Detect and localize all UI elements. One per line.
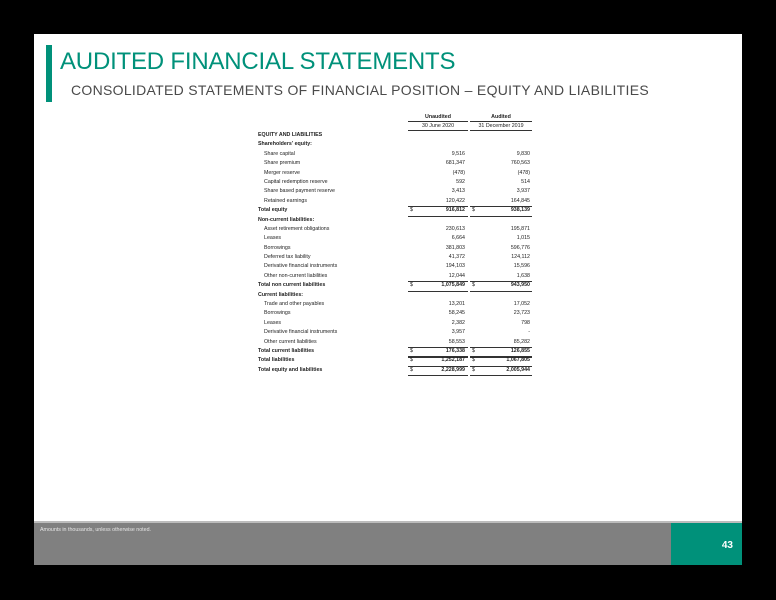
table-row [258, 140, 562, 149]
row-label: Non-current liabilities: [258, 216, 315, 223]
value-june-2020: 3,957 [451, 329, 465, 336]
value-dec-2019: 1,015 [516, 235, 530, 242]
table-row [258, 281, 562, 290]
table-row [258, 216, 562, 225]
table-row [258, 300, 562, 309]
financial-table [258, 112, 562, 375]
table-row [258, 253, 562, 262]
table-row [258, 366, 562, 375]
row-label: Leases [264, 319, 282, 326]
row-label: Share based payment reserve [264, 188, 335, 195]
value-dec-2019: 15,596 [513, 263, 530, 270]
value-dec-2019: 596,776 [510, 244, 530, 251]
value-dec-2019: 798 [521, 319, 530, 326]
row-label: Share premium [264, 160, 301, 167]
table-row [258, 328, 562, 337]
currency-symbol: $ [410, 357, 413, 364]
col1-date: 30 June 2020 [408, 121, 468, 131]
currency-symbol: $ [410, 207, 413, 214]
currency-symbol: $ [410, 366, 413, 373]
col2-date: 31 December 2019 [470, 121, 532, 131]
row-label: Shareholders' equity: [258, 141, 312, 148]
value-dec-2019: 3,937 [516, 188, 530, 195]
col2-heading: Audited [491, 114, 511, 120]
value-dec-2019: 1,067,805 [506, 357, 530, 364]
row-label: Merger reserve [264, 169, 300, 176]
table-row [258, 244, 562, 253]
value-june-2020: 12,044 [448, 272, 465, 279]
value-june-2020: 120,422 [445, 197, 465, 204]
currency-symbol: $ [410, 347, 413, 354]
currency-symbol: $ [472, 357, 475, 364]
row-label: Capital redemption reserve [264, 178, 328, 185]
value-dec-2019: 9,830 [516, 150, 530, 157]
value-june-2020: 3,413 [451, 188, 465, 195]
table-row [258, 262, 562, 271]
row-label: EQUITY AND LIABILITIES [258, 132, 323, 138]
value-dec-2019: 126,855 [510, 347, 530, 354]
footer-bar [34, 523, 671, 565]
page-number: 43 [721, 540, 733, 551]
value-june-2020: 592 [456, 178, 465, 185]
value-june-2020: 6,664 [451, 235, 465, 242]
value-dec-2019: 23,723 [513, 310, 530, 317]
row-label: Trade and other payables [264, 301, 325, 308]
value-dec-2019: 943,950 [510, 282, 530, 289]
table-row [258, 234, 562, 243]
col1-heading: Unaudited [425, 114, 451, 120]
title-accent-bar [46, 45, 52, 102]
row-label: Borrowings [264, 310, 291, 317]
value-june-2020: 381,803 [445, 244, 465, 251]
row-label: Borrowings [264, 244, 291, 251]
table-header [258, 112, 562, 131]
table-row [258, 159, 562, 168]
page-number-box [671, 523, 742, 565]
footer-note: Amounts in thousands, unless otherwise noted. [40, 527, 152, 533]
table-row [258, 169, 562, 178]
row-label: Total non current liabilities [258, 282, 326, 289]
table-row [258, 187, 562, 196]
table-row [258, 225, 562, 234]
row-label: Total current liabilities [258, 347, 315, 354]
value-june-2020: 916,812 [445, 207, 465, 214]
table-row [258, 319, 562, 328]
table-row [258, 356, 562, 365]
currency-symbol: $ [472, 366, 475, 373]
row-label: Total equity [258, 207, 288, 214]
value-june-2020: (478) [452, 169, 465, 176]
value-june-2020: 58,553 [448, 338, 465, 345]
row-label: Other current liabilities [264, 338, 317, 345]
table-row [258, 291, 562, 300]
value-dec-2019: 17,052 [513, 301, 530, 308]
table-row [258, 338, 562, 347]
row-label: Retained earnings [264, 197, 307, 204]
value-june-2020: 1,075,849 [441, 282, 465, 289]
row-label: Total equity and liabilities [258, 366, 323, 373]
slide [34, 34, 742, 565]
value-dec-2019: 514 [521, 178, 530, 185]
table-row [258, 206, 562, 215]
row-label: Deferred tax liability [264, 254, 311, 261]
currency-symbol: $ [472, 207, 475, 214]
value-dec-2019: 938,139 [510, 207, 530, 214]
value-june-2020: 176,338 [445, 347, 465, 354]
row-label: Share capital [264, 150, 295, 157]
row-label: Current liabilities: [258, 291, 304, 298]
value-dec-2019: - [528, 329, 530, 336]
table-row [258, 309, 562, 318]
value-june-2020: 2,382 [451, 319, 465, 326]
value-dec-2019: 760,563 [510, 160, 530, 167]
row-label: Asset retirement obligations [264, 225, 330, 232]
slide-title: AUDITED FINANCIAL STATEMENTS [60, 48, 456, 75]
row-label: Total liabilities [258, 357, 295, 364]
row-label: Other non-current liabilities [264, 272, 328, 279]
slide-subtitle: CONSOLIDATED STATEMENTS OF FINANCIAL POSITION – EQUITY AND LIABILITIES [71, 82, 649, 98]
table-row [258, 197, 562, 206]
table-row [258, 272, 562, 281]
value-dec-2019: 1,638 [516, 272, 530, 279]
value-dec-2019: 85,282 [513, 338, 530, 345]
row-label: Derivative financial instruments [264, 329, 338, 336]
value-june-2020: 194,103 [445, 263, 465, 270]
table-row [258, 131, 562, 140]
currency-symbol: $ [472, 347, 475, 354]
value-june-2020: 1,252,187 [441, 357, 465, 364]
value-june-2020: 681,347 [445, 160, 465, 167]
value-june-2020: 41,372 [448, 254, 465, 261]
currency-symbol: $ [410, 282, 413, 289]
table-row [258, 347, 562, 356]
value-dec-2019: 124,112 [511, 254, 530, 261]
table-body [258, 131, 562, 375]
table-row [258, 150, 562, 159]
value-june-2020: 230,613 [445, 225, 465, 232]
value-dec-2019: 164,845 [510, 197, 530, 204]
currency-symbol: $ [472, 282, 475, 289]
value-dec-2019: (478) [517, 169, 530, 176]
value-june-2020: 9,516 [451, 150, 465, 157]
value-dec-2019: 195,871 [510, 225, 530, 232]
value-june-2020: 2,228,999 [441, 366, 465, 373]
table-row [258, 178, 562, 187]
value-june-2020: 13,201 [448, 301, 465, 308]
row-label: Leases [264, 235, 282, 242]
value-june-2020: 58,245 [448, 310, 465, 317]
row-label: Derivative financial instruments [264, 263, 338, 270]
value-dec-2019: 2,005,944 [506, 366, 530, 373]
